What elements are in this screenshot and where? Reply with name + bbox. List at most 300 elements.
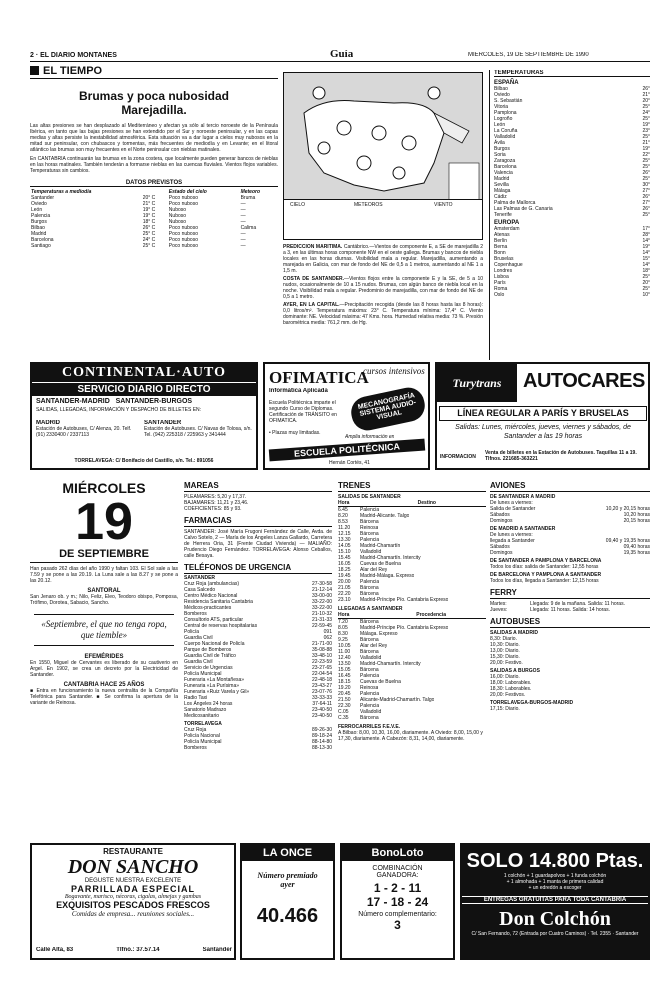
- train-out-row-value: Cuevas de Buelna: [360, 561, 401, 567]
- weather-headline: Brumas y poca nubosidad: [78, 89, 230, 103]
- forecast-cell: Santiago: [31, 243, 51, 249]
- marine-text: Cantábrico.—Vientos de componente E, a SE de marejadilla 2 a 3, en las últimas horas componente NW en el oeste gallega. Brumas y bancos de niebla locales en las horas diurnas. Visibilidad mala a regular. Marejadilla, aumentando a marejada en Galicia, con mar de fondo del NE de 0,5 a 1 metros, aumentando al NE 1 a 1,5 m.: [283, 244, 483, 274]
- europe-temps-list: [494, 226, 650, 298]
- torre-phone-row-label: Bomberos: [184, 745, 207, 751]
- calendar-quote: «Septiembre, el que no tenga ropa, que tiemble»: [34, 614, 174, 646]
- train-out-row-value: Palencia: [360, 507, 380, 513]
- phone-row-label: Casa Salcedo: [184, 587, 216, 593]
- ago-title: CANTABRIA HACE 25 AÑOS: [63, 682, 145, 688]
- train-in-row-label: C.35: [338, 715, 349, 721]
- feve-text: A Bilbao: 8,00, 10,30, 16,00, diariamente. A Oviedo: 8,00, 15,00 y 17,30, diariamente. A Cabezón: 8,31, 14,00, diariamente.: [338, 730, 483, 742]
- spain-temp-row-value: 26°: [642, 206, 650, 212]
- colchon-brand: Don Colchón: [499, 908, 611, 930]
- phone-row-label: Guardia Civil de Tráfico: [184, 653, 236, 659]
- marine-forecast: [283, 244, 483, 354]
- route-b-text: De lunes a viernes:: [490, 532, 533, 538]
- page-label: 2 · EL DIARIO MONTAÑÉS: [30, 52, 117, 59]
- phone-row-label: Consultorio ATS, particular: [184, 617, 244, 623]
- don-sancho-ad[interactable]: [30, 843, 236, 960]
- bono-label: COMBINACIÓN GANADORA:: [372, 865, 423, 879]
- torre-phone-row-value: 88-13-30: [311, 745, 332, 751]
- spain-temp-row-value: 25°: [642, 134, 650, 140]
- train-in-row-label: 22.30: [338, 703, 351, 709]
- phone-row-value: 33-00-00: [311, 593, 332, 599]
- ferry-rows: [490, 601, 650, 613]
- ferry-row-value: Llegada: 9 de la mañana. Salida: 11 horas.: [530, 601, 625, 607]
- legend-cielo: CIELO: [290, 202, 306, 208]
- autocares-schedule: Salidas: Lunes, miércoles, jueves, viernes y sábados, de Santander a las 19 horas: [455, 424, 631, 440]
- train-out-row-value: Madrid-Chamartín: [360, 543, 401, 549]
- train-out-row-value: Madrid-Málaga. Expreso: [360, 573, 415, 579]
- train-in-row-label: 19.20: [338, 685, 351, 691]
- bus-c-rows: [490, 706, 650, 712]
- spain-temp-row-label: Las Palmas de G. Canaria: [494, 206, 553, 212]
- ofimatica-slogan: cursos intensivos: [363, 366, 425, 376]
- spain-temp-row-label: Bilbao: [494, 86, 508, 92]
- trains-out-list: [338, 507, 486, 603]
- continental-service: SERVICIO DIARIO DIRECTO: [32, 382, 256, 396]
- out-header-hora: Hora: [338, 500, 350, 506]
- europe-temp-row-label: Berna: [494, 244, 508, 250]
- ofimatica-brand: OFIMATICA: [269, 368, 369, 387]
- spain-title: ESPAÑA: [494, 80, 519, 86]
- spain-temp-row-value: 26°: [642, 194, 650, 200]
- train-in-row-label: 15.05: [338, 667, 351, 673]
- bus-b-row: 18,00: Laborables.: [490, 680, 532, 686]
- spain-temp-row-value: 27°: [642, 188, 650, 194]
- page-header: [30, 50, 650, 62]
- ferry-title: FERRY: [490, 587, 650, 599]
- route-a-rows: [490, 506, 650, 524]
- spain-temp-row-label: Tenerife: [494, 212, 512, 218]
- train-in-row-value: Bárcena: [360, 715, 379, 721]
- feve-title: FERROCARRILES F.E.V.E.: [338, 724, 401, 730]
- torre-phone-row-label: Policía Municipal: [184, 739, 222, 745]
- spain-temp-row-value: 25°: [642, 158, 650, 164]
- train-in-row-value: Bárcena: [360, 619, 379, 625]
- forecast-cell: Nuboso: [168, 213, 187, 219]
- train-out-row-label: 13.30: [338, 537, 351, 543]
- train-in-row-value: Cuevas de Buelna: [360, 679, 401, 685]
- autocares-ad[interactable]: [435, 362, 650, 470]
- yesterday-title: AYER, EN LA CAPITAL.: [283, 302, 340, 308]
- europe-temp-row-label: Bonn: [494, 250, 506, 256]
- train-in-row-value: Valladolid: [360, 709, 382, 715]
- bus-b-row: 20,00: Festivos.: [490, 692, 526, 698]
- tides-coef: COEFICIENTES: 85 y 93.: [184, 506, 242, 512]
- spain-temp-row-value: 25°: [642, 212, 650, 218]
- phone-row-value: 23-40-50: [311, 713, 332, 719]
- train-in-row-value: Valladolid: [360, 655, 382, 661]
- weather-section: [30, 65, 278, 355]
- route-b-title: DE MADRID A SANTANDER: [490, 526, 556, 532]
- europe-temp-row-value: 14°: [642, 262, 650, 268]
- continental-auto-ad[interactable]: [30, 362, 258, 470]
- phone-row-value: 23-07-76: [311, 689, 332, 695]
- train-in-row-label: 12.40: [338, 655, 351, 661]
- phone-row-label: Central de reservas hospitalarias: [184, 623, 258, 629]
- phone-row-label: Centro Médico Nacional: [184, 593, 238, 599]
- trains-in-list: [338, 619, 486, 721]
- phone-row-label: Funeraria «La Purísima»: [184, 683, 240, 689]
- europe-temp-row-label: Roma: [494, 286, 508, 292]
- train-in-row-label: 20.45: [338, 691, 351, 697]
- phone-row-label: Policía: [184, 629, 200, 635]
- weather-body-1: Las altas presiones se han desplazado al Mediterráneo y afectan ya sólo al tercio noroeste de la Península Ibérica, en tanto que las bajas presiones se han extendido por el Sur y noroeste peninsular, y en las capas medias y altas persiste la inestabilidad atmosférica. Esta situación va a dar lugar a cielos muy nubosos en la mitad sur peninsular, con chubascos y tormentas, más frecuentes de mediodía y en Levante; en el litoral atlántico las brumas son muy frecuentes en el Norte peninsular con nieblas matinales.: [30, 123, 278, 153]
- europe-temp-row-label: Copenhague: [494, 262, 523, 268]
- spain-temp-row-label: Ávila: [494, 140, 505, 146]
- phone-row: [184, 713, 332, 719]
- bus-a-row: 8,30: Diario.: [490, 636, 517, 642]
- europe-temp-row-label: Berlín: [494, 238, 508, 244]
- bonoloto-ad[interactable]: [340, 843, 455, 960]
- forecast-cell: Santander: [31, 195, 55, 201]
- train-in-row-value: Palencia: [360, 703, 380, 709]
- forecast-cell: —: [240, 219, 246, 225]
- train-in-row-label: 9.25: [338, 637, 348, 643]
- colchon-delivery: ENTREGAS GRATUITAS PARA TODA CANTABRIA: [462, 896, 648, 904]
- phone-row-label: Medicosanitario: [184, 713, 220, 719]
- phone-row-value: 23-40-50: [311, 707, 332, 713]
- route-a-row: [490, 518, 650, 524]
- once-number: 40.466: [256, 905, 319, 927]
- spain-temp-row-label: Oviedo: [494, 92, 510, 98]
- route-a-row-label: Domingos: [490, 518, 513, 524]
- tides-baja: BAJAMARES: 11,21 y 23,46.: [184, 500, 249, 506]
- restaurant-pescados: EXQUISITOS PESCADOS FRESCOS: [56, 900, 210, 910]
- route-b-rows: [490, 538, 650, 556]
- continental-madrid-title: MADRID: [36, 420, 60, 426]
- phone-row-label: Servicio de Urgencias: [184, 665, 233, 671]
- spain-temp-row-value: 26°: [642, 170, 650, 176]
- phone-row-label: Médicos-practicantes: [184, 605, 232, 611]
- tides-title: MAREAS: [184, 480, 332, 492]
- phone-row-label: Sanatorio Madrazo: [184, 707, 227, 713]
- europe-temp-row-value: 14°: [642, 250, 650, 256]
- phone-row-value: 22-23-59: [311, 659, 332, 665]
- train-in-row-label: 16.45: [338, 673, 351, 679]
- torre-phone-row-value: 89-18-24: [311, 733, 332, 739]
- continental-routes: SANTANDER-MADRID SANTANDER-BURGOS: [36, 398, 193, 405]
- train-in-row-value: Bárcena: [360, 667, 379, 673]
- train-out-row-label: 23.10: [338, 597, 351, 603]
- train-out-row-label: 19.45: [338, 573, 351, 579]
- train-out-row-value: Madrid-Alicante. Talgo: [360, 513, 410, 519]
- spain-temp-row-label: Soria: [494, 152, 506, 158]
- restaurant-phone: Tlfno.: 37.57.14: [116, 947, 160, 953]
- autocares-info-label: INFORMACIÓN: [440, 454, 476, 460]
- europe-temp-row-label: Oslo: [494, 292, 505, 298]
- train-out-row-label: 22.20: [338, 591, 351, 597]
- train-out-row-value: Palencia: [360, 579, 380, 585]
- phone-row-value: 33-33-33: [311, 695, 332, 701]
- phone-row-value: 37-64-11: [312, 701, 332, 707]
- train-in-row-label: 18.15: [338, 679, 351, 685]
- train-in-row-value: Madrid-Chamartín. Intercity: [360, 661, 421, 667]
- forecast-cell: 21° C: [142, 201, 156, 207]
- train-out-row-label: 8.53: [338, 519, 348, 525]
- forecast-cell: Burgos: [31, 219, 47, 225]
- restaurant-parrillada: PARRILLADA ESPECIAL: [70, 884, 195, 894]
- train-out-row-label: 6.45: [338, 507, 348, 513]
- train-in-row-value: Bárcena: [360, 637, 379, 643]
- ofimatica-ad[interactable]: [263, 362, 430, 470]
- torre-phone-row-value: 89-26-30: [311, 727, 332, 733]
- train-out-row-label: 21.05: [338, 585, 351, 591]
- forecast-cell: Bruma: [240, 195, 256, 201]
- forecast-cell: Nuboso: [168, 207, 187, 213]
- train-out-row-label: 11.20: [338, 525, 351, 531]
- forecast-cell: Barcelona: [31, 237, 54, 243]
- forecast-cell: 19° C: [142, 207, 156, 213]
- once-ad[interactable]: [240, 843, 335, 960]
- continental-brand: CONTINENTAL·AUTO: [32, 364, 256, 382]
- europe-temp-row-label: Bruselas: [494, 256, 514, 262]
- temperatures-title: TEMPERATURAS: [494, 70, 650, 77]
- forecast-cell: Bilbao: [31, 225, 45, 231]
- ofimatica-text: Escuela Politécnica imparte el segundo Curso de Diplomas. Certificación de TRÁNSITO en OFIMATICA.: [269, 400, 337, 424]
- ofimatica-sub: Informática Aplicada: [269, 388, 328, 394]
- route-a-title: DE SANTANDER A MADRID: [490, 494, 556, 500]
- phone-row-value: 27-30-58: [311, 581, 332, 587]
- train-out-row-label: 15.45: [338, 555, 351, 561]
- calendar-month: DE SEPTIEMBRE: [30, 548, 178, 563]
- forecast-cell: —: [240, 213, 246, 219]
- weather-headline-2: Marejadilla.: [121, 103, 187, 117]
- route-a-row-value: 10,20 horas: [623, 512, 650, 518]
- phone-row-value: 23-43-27: [311, 683, 332, 689]
- forecast-header: Estado del cielo: [168, 189, 207, 195]
- legend-viento: VIENTO: [434, 202, 453, 208]
- forecast-cell: —: [240, 243, 246, 249]
- train-out-row-value: Madrid-Chamartín. Intercity: [360, 555, 421, 561]
- efemerides-text: En 1550, Miguel de Cervantes es liberado de su cautiverio en Argel. En 1902, se crea un decreto por la Electricidad de Santander.: [30, 660, 178, 678]
- forecast-cell: Poco nuboso: [168, 231, 198, 237]
- trains-title: TRENES: [338, 480, 486, 492]
- forecast-cell: 26° C: [142, 225, 156, 231]
- phone-row-label: Guardia Civil: [184, 659, 213, 665]
- phone-row-value: 22-59-45: [311, 623, 332, 629]
- train-out-row-label: 14.05: [338, 543, 351, 549]
- weather-map: [283, 72, 483, 240]
- restaurant-address: Calle Alta, 83: [36, 947, 74, 953]
- trains-in-title: LLEGADAS A SANTANDER: [338, 606, 403, 612]
- train-out-row-value: Bárcena: [360, 585, 379, 591]
- section-title: Guía: [330, 50, 354, 60]
- phones-torre-title: TORRELAVEGA: [184, 721, 222, 727]
- bono-comp: 3: [394, 918, 401, 932]
- forecast-cell: —: [240, 231, 246, 237]
- europe-temp-row-value: 18°: [642, 268, 650, 274]
- pharmacies-title: FARMACIAS: [184, 515, 332, 527]
- coast-title: COSTA DE SANTANDER.: [283, 276, 345, 282]
- autocares-title: AUTOCARES: [523, 370, 645, 392]
- ago-text: ■ Entra en funcionamiento la nueva centralita de la Compañía Telefónica para Santander. ■ Se confirma la apertura de la variante de Reinosa.: [30, 688, 178, 706]
- bus-b-rows: [490, 674, 650, 698]
- bus-a-title: SALIDAS A MADRID: [490, 630, 538, 636]
- spain-temp-row-label: Valencia: [494, 170, 513, 176]
- route-b-row-value: 09,40 horas: [623, 544, 650, 550]
- phone-row-label: Radio Taxi: [184, 695, 208, 701]
- forecast-cell: Poco nuboso: [168, 201, 198, 207]
- europe-temp-row-label: Amsterdam: [494, 226, 520, 232]
- route-c-title: DE SANTANDER A PAMPLONA Y BARCELONA: [490, 558, 602, 564]
- autocares-line: LÍNEA REGULAR A PARÍS Y BRUSELAS: [439, 406, 647, 421]
- forecast-header: Temperaturas a mediodía: [31, 189, 92, 195]
- spain-temp-row-label: Málaga: [494, 188, 511, 194]
- train-in-row-value: Bárcena: [360, 649, 379, 655]
- transport-column: [490, 480, 650, 830]
- phone-row-value: 33-48-10: [311, 653, 332, 659]
- spain-temp-row-value: 24°: [642, 110, 650, 116]
- europe-temp-row-value: 14°: [642, 238, 650, 244]
- phone-row-value: 062: [323, 635, 332, 641]
- spain-temps-list: [494, 86, 650, 218]
- europe-temp-row-label: Atenas: [494, 232, 510, 238]
- ofimatica-school: ESCUELA POLITÉCNICA: [269, 439, 425, 462]
- route-b-row-label: llegada a Santander: [490, 538, 535, 544]
- train-in-row-label: 13.50: [338, 661, 351, 667]
- forecast-cell: Palencia: [31, 213, 51, 219]
- temperatures-panel: [489, 70, 650, 360]
- forecast-cell: León: [31, 207, 43, 213]
- phones-list: [184, 581, 332, 719]
- train-out-row-value: Bárcena: [360, 519, 379, 525]
- ferry-row: [490, 607, 650, 613]
- torre-phone-row: [184, 745, 332, 751]
- forecast-cell: Madrid: [31, 231, 47, 237]
- efemerides-title: EFEMÉRIDES: [84, 654, 124, 660]
- aviones-title: AVIONES: [490, 480, 650, 492]
- europe-temp-row-value: 19°: [642, 244, 650, 250]
- phone-row-label: Policía Municipal: [184, 671, 222, 677]
- phone-row-label: Los Ángeles 24 horas: [184, 701, 233, 707]
- in-header-hora: Hora: [338, 612, 350, 618]
- colchon-address: C/ San Fernando, 72 (Entrada por Cuatro Caminos) · Tel. 2355 · Santander: [471, 931, 639, 937]
- spain-temp-row-value: 23°: [642, 128, 650, 134]
- phone-row-value: 22-48-18: [311, 677, 332, 683]
- route-a-row-label: Sábados: [490, 512, 510, 518]
- saints-text: San Jenaro ob. y m.; Nilo, Feliz, Eleo, Teodoro obispo, Pomposa, Trófimo, Dorotea, Sabacio, Sancho.: [30, 594, 178, 606]
- forecast-cell: Poco nuboso: [168, 237, 198, 243]
- phone-row-value: 21-10-32: [311, 611, 332, 617]
- forecast-cell: Nuboso: [168, 219, 187, 225]
- phone-row-value: 22-04-54: [311, 671, 332, 677]
- train-out-row-label: 15.10: [338, 549, 351, 555]
- calendar-column: [30, 480, 178, 820]
- train-in-row-value: Palencia: [360, 673, 380, 679]
- train-out-row-label: 12.15: [338, 531, 351, 537]
- calendar-intro: Han pasado 262 días del año 1990 y faltan 103. El Sol sale a las 7.59 y se pone a las 20.19. La Luna sale a las 8.27 y se pone a las 20.12.: [30, 566, 178, 584]
- train-in-row-label: 7.20: [338, 619, 348, 625]
- train-in-row-value: Alicante-Madrid-Chamartín. Talgo: [360, 697, 435, 703]
- restaurant-sub: DEGUSTE NUESTRA EXCELENTE: [84, 878, 182, 884]
- bus-a-row: 20,00: Festivo.: [490, 660, 523, 666]
- tides-phones-column: [184, 480, 332, 830]
- spain-temp-row-label: Madrid: [494, 176, 510, 182]
- ofimatica-info: Amplia información en: [345, 434, 395, 440]
- spain-temp-row-value: 19°: [642, 146, 650, 152]
- spain-temp-row-label: Cádiz: [494, 194, 507, 200]
- continental-santander-text: Estación de Autobuses. C/ Navas de Tolosa, s/n. Tel. (942) 225318 / 225963 y 341444: [144, 426, 252, 438]
- saints-title: SANTORAL: [87, 588, 121, 594]
- legend-meteoros: METEOROS: [354, 202, 383, 208]
- phones-title: TELÉFONOS DE URGENCIA: [184, 562, 332, 574]
- route-b-row-value: 09,40 y 19,35 horas: [605, 538, 650, 544]
- europe-temp-row: [494, 292, 650, 298]
- autobuses-title: AUTOBUSES: [490, 616, 650, 628]
- spain-temp-row-value: 25°: [642, 104, 650, 110]
- train-in-row-label: C.05: [338, 709, 349, 715]
- train-in-row-value: Reinosa: [360, 685, 379, 691]
- forecast-cell: Calima: [240, 225, 257, 231]
- forecast-header: Meteoro: [240, 189, 261, 195]
- phone-row-value: 091: [323, 629, 332, 635]
- pharmacies-text: SANTANDER: José María Frugoni Fernández de Calle, Avda. de Calvo Sotelo, 2 — María de los Ángeles Lanza Gallardo, Carretera de Herrera Oria, 31 (Frente Ciudad Vivienda) — MALIAÑO: Prudencio Diego Fernández. TORRELAVEGA: Alonso Ceballos, calle Besaya.: [184, 529, 332, 559]
- train-out-row-value: Reinosa: [360, 525, 379, 531]
- train-out-row-value: Bárcena: [360, 591, 379, 597]
- ofimatica-places: • Plazas muy limitadas.: [269, 430, 321, 436]
- train-in-row-value: Madrid-Príncipe Pío. Cantabria Expreso: [360, 625, 449, 631]
- europe-temp-row-value: 25°: [642, 274, 650, 280]
- route-a-row-value: 10,20 y 20,15 horas: [605, 506, 650, 512]
- train-in-row-label: 11.00: [338, 649, 351, 655]
- forecast-cell: 20° C: [142, 195, 156, 201]
- europe-temp-row-value: 20°: [642, 280, 650, 286]
- trains-column: [338, 480, 486, 830]
- spain-temp-row-label: León: [494, 122, 506, 128]
- calendar-weekday: MIÉRCOLES: [62, 480, 146, 496]
- yesterday-text: —Precipitación recogida (desde las 8 horas hasta las 8 horas): 0,0 litros/m². Temperatura máxima: 23° C. Temperatura mínima: 17,4° C. Viento dominante: NE. Velocidad máxima: 47 Kms. hora. Humedad relativa media: 73 %. Presión barométrica media: 761,2 mm. de Hg.: [283, 302, 483, 326]
- phone-row-value: 21-71-00: [311, 641, 332, 647]
- bus-b-row: 18,30: Laborables.: [490, 686, 532, 692]
- route-a-row-label: Salida de Santander: [490, 506, 536, 512]
- forecast-cell: —: [240, 207, 246, 213]
- forecast-title: DATOS PREVISTOS: [30, 180, 278, 187]
- route-a-row-value: 20,15 horas: [623, 518, 650, 524]
- colchon-price: SOLO 14.800 Ptas.: [466, 850, 644, 872]
- continental-santander-title: SANTANDER: [144, 420, 182, 426]
- route-a-text: De lunes a viernes:: [490, 500, 533, 506]
- phone-row-value: 21-31-33: [311, 617, 332, 623]
- europe-temp-row-label: Londres: [494, 268, 513, 274]
- phone-row-value: 23-27-65: [311, 665, 332, 671]
- train-out-row-label: 20.00: [338, 579, 351, 585]
- weather-body-2: En CANTABRIA continuarán las brumas en la zona costera, que localmente pueden generar bancos de nieblas en las horas matinales. También tenderán a formarse nieblas en las cuencas fluviales. Vientos flojos variables. Temperaturas sin cambios.: [30, 156, 278, 174]
- spain-temp-row-label: La Coruña: [494, 128, 518, 134]
- restaurant-footer: [36, 947, 232, 953]
- europe-temp-row-value: 28°: [642, 232, 650, 238]
- continental-info: SALIDAS, LLEGADAS, INFORMACIÓN Y DESPACHO DE BILLETES EN:: [36, 407, 202, 413]
- continental-torrelavega: TORRELAVEGA: C/ Bonifacio del Castillo, s/n. Tel.: 891056: [74, 458, 214, 464]
- forecast-cell: 25° C: [142, 243, 156, 249]
- train-in-row-label: 10.05: [338, 643, 351, 649]
- spain-temp-row-value: 25°: [642, 164, 650, 170]
- route-b-row-label: Domingos: [490, 550, 513, 556]
- route-b-row: [490, 550, 650, 556]
- route-d-title: DE BARCELONA Y PAMPLONA A SANTANDER: [490, 572, 602, 578]
- map-legend: [284, 199, 482, 239]
- phone-row-value: 35-08-88: [311, 647, 332, 653]
- torre-phone-row-value: 88-14-80: [311, 739, 332, 745]
- spain-temp-row-value: 21°: [642, 92, 650, 98]
- spain-temp-row-value: 30°: [642, 182, 650, 188]
- don-colchon-ad[interactable]: [460, 843, 650, 960]
- europe-temp-row-value: 15°: [642, 256, 650, 262]
- spain-temp-row-value: 25°: [642, 116, 650, 122]
- tides-plea: PLEAMARES: 5,20 y 17,37.: [184, 494, 247, 500]
- colchon-sub-2: + 1 almohada + 1 manta de primera calidad: [506, 879, 604, 885]
